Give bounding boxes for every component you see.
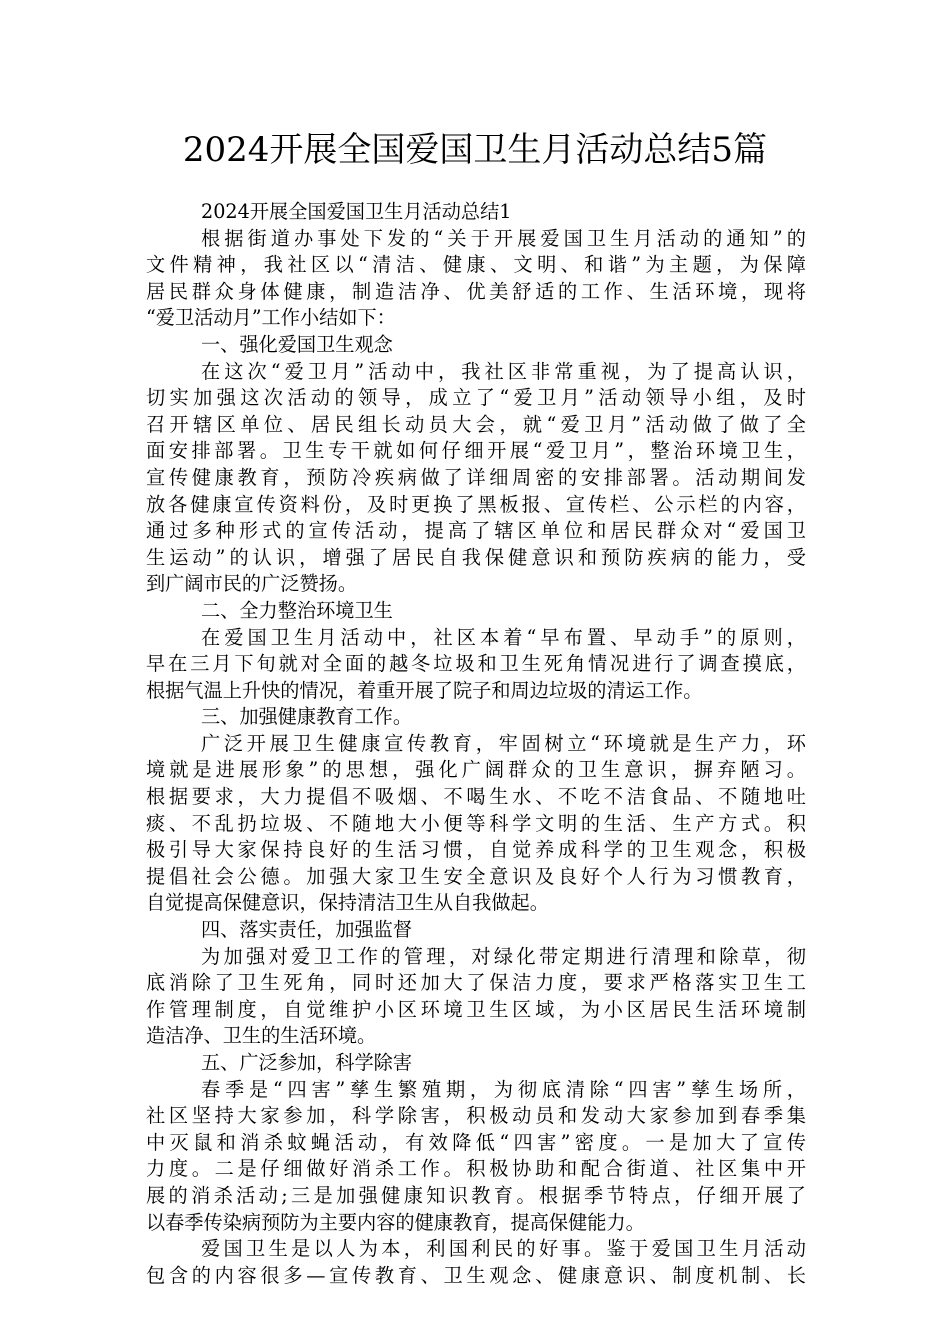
paragraph-line: 召开辖区单位、居民组长动员大会，就“爱卫月”活动做了做了全 bbox=[146, 412, 806, 436]
section-heading: 二、全力整治环境卫生 bbox=[201, 598, 393, 622]
section-heading: 四、落实责任，加强监督 bbox=[201, 918, 413, 942]
paragraph-line: 早在三月下旬就对全面的越冬垃圾和卫生死角情况进行了调查摸底， bbox=[146, 652, 806, 676]
paragraph-line: 居民群众身体健康，制造洁净、优美舒适的工作、生活环境，现将 bbox=[146, 279, 806, 303]
paragraph-line: 放各健康宣传资料份，及时更换了黑板报、宣传栏、公示栏的内容， bbox=[146, 492, 806, 516]
paragraph-line: 切实加强这次活动的领导，成立了“爱卫月”活动领导小组，及时 bbox=[146, 386, 806, 410]
paragraph-line: 根据街道办事处下发的“关于开展爱国卫生月活动的通知”的 bbox=[201, 226, 806, 250]
paragraph-line: 文件精神，我社区以“清洁、健康、文明、和谐”为主题，为保障 bbox=[146, 253, 806, 277]
paragraph-line: “爱卫活动月”工作小结如下： bbox=[146, 306, 396, 330]
section-heading: 五、广泛参加，科学除害 bbox=[201, 1051, 413, 1074]
paragraph-line: 根据要求，大力提倡不吸烟、不喝生水、不吃不洁食品、不随地吐 bbox=[146, 785, 806, 809]
paragraph-line: 在这次“爱卫月”活动中，我社区非常重视，为了提高认识， bbox=[201, 359, 806, 383]
paragraph-line: 根据气温上升快的情况，着重开展了院子和周边垃圾的清运工作。 bbox=[146, 678, 703, 702]
paragraph-line: 极引导大家保持良好的生活习惯，自觉养成科学的卫生观念，积极 bbox=[146, 838, 806, 862]
paragraph-line: 面安排部署。卫生专干就如何仔细开展“爱卫月”，整治环境卫生， bbox=[146, 439, 806, 463]
paragraph-line: 自觉提高保健意识，保持清洁卫生从自我做起。 bbox=[146, 891, 549, 915]
section-heading: 2024开展全国爱国卫生月活动总结1 bbox=[201, 200, 512, 223]
paragraph-line: 境就是进展形象”的思想，强化广阔群众的卫生意识，摒弃陋习。 bbox=[146, 758, 806, 782]
document-body bbox=[146, 199, 806, 1289]
paragraph-line: 痰、不乱扔垃圾、不随地大小便等科学文明的生活、生产方式。积 bbox=[146, 811, 806, 835]
paragraph-line: 以春季传染病预防为主要内容的健康教育，提高保健能力。 bbox=[146, 1210, 645, 1234]
paragraph-line: 力度。二是仔细做好消杀工作。积极协助和配合街道、社区集中开 bbox=[146, 1157, 806, 1181]
paragraph-line: 在爱国卫生月活动中，社区本着“早布置、早动手”的原则， bbox=[201, 625, 806, 649]
paragraph-line: 作管理制度，自觉维护小区环境卫生区域，为小区居民生活环境制 bbox=[146, 997, 806, 1021]
paragraph-line: 通过多种形式的宣传活动，提高了辖区单位和居民群众对“爱国卫 bbox=[146, 519, 806, 543]
document-title: 2024开展全国爱国卫生月活动总结5篇 bbox=[182, 130, 768, 170]
paragraph-line: 为加强对爱卫工作的管理，对绿化带定期进行清理和除草，彻 bbox=[201, 944, 806, 968]
paragraph-line: 展的消杀活动;三是加强健康知识教育。根据季节特点，仔细开展了 bbox=[146, 1183, 806, 1207]
paragraph-line: 社区坚持大家参加，科学除害，积极动员和发动大家参加到春季集 bbox=[146, 1104, 806, 1128]
paragraph-line: 到广阔市民的广泛赞扬。 bbox=[146, 572, 358, 596]
paragraph-line: 造洁净、卫生的生活环境。 bbox=[146, 1024, 377, 1048]
paragraph-line: 提倡社会公德。加强大家卫生安全意识及良好个人行为习惯教育， bbox=[146, 864, 806, 888]
paragraph-line: 生运动”的认识，增强了居民自我保健意识和预防疾病的能力，受 bbox=[146, 545, 806, 569]
paragraph-line: 春季是“四害”孳生繁殖期，为彻底清除“四害”孳生场所， bbox=[201, 1077, 806, 1101]
paragraph-line: 中灭鼠和消杀蚊蝇活动，有效降低“四害”密度。一是加大了宣传 bbox=[146, 1130, 806, 1154]
paragraph-line: 底消除了卫生死角，同时还加大了保洁力度，要求严格落实卫生工 bbox=[146, 971, 806, 995]
paragraph-line: 包含的内容很多—宣传教育、卫生观念、健康意识、制度机制、长 bbox=[146, 1263, 806, 1287]
paragraph-line: 宣传健康教育，预防冷疾病做了详细周密的安排部署。活动期间发 bbox=[146, 465, 806, 489]
paragraph-line: 广泛开展卫生健康宣传教育，牢固树立“环境就是生产力，环 bbox=[201, 731, 806, 755]
paragraph-line: 爱国卫生是以人为本，利国利民的好事。鉴于爱国卫生月活动 bbox=[201, 1237, 806, 1261]
section-heading: 一、强化爱国卫生观念 bbox=[201, 332, 393, 356]
section-heading: 三、加强健康教育工作。 bbox=[201, 705, 413, 729]
